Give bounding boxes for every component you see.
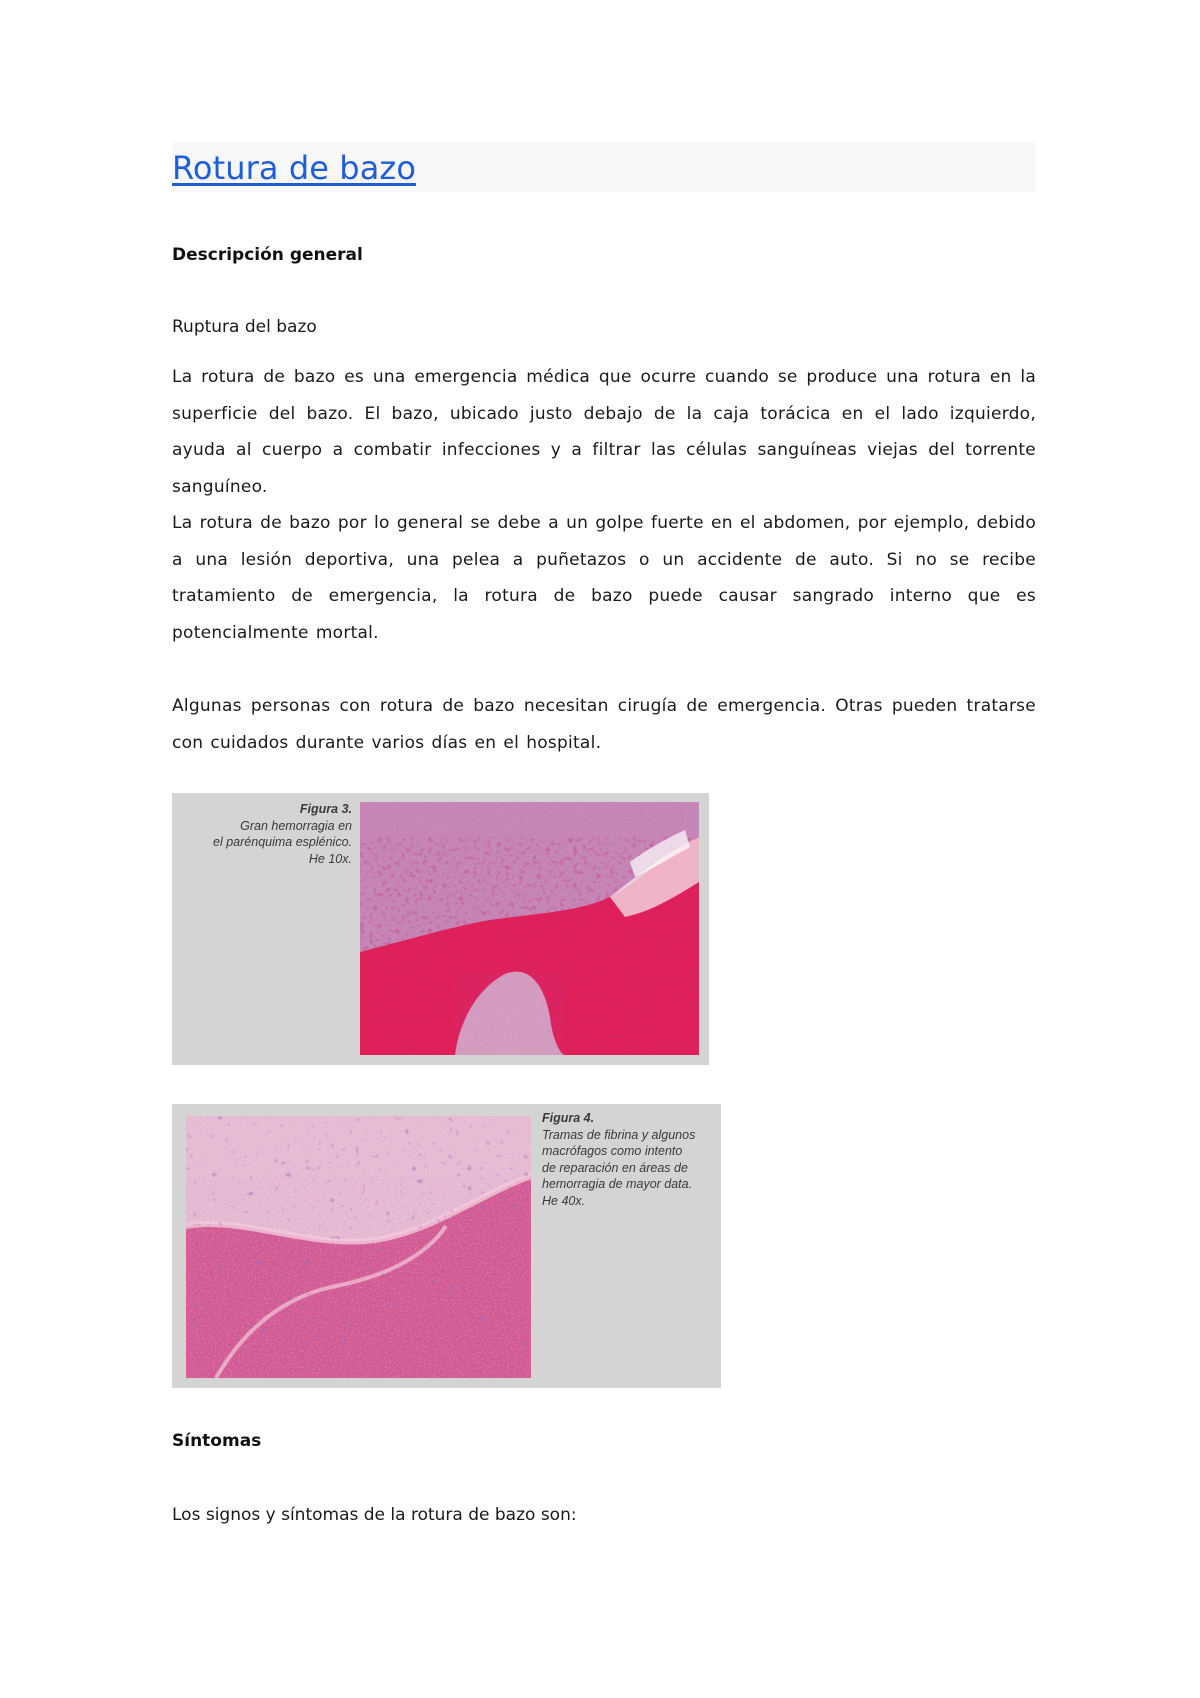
figure-3-caption [190,801,352,867]
section-heading-symptoms: Síntomas [172,1431,262,1451]
page-title-link[interactable]: Rotura de bazo [172,149,417,187]
paragraph-1: La rotura de bazo es una emergencia médica que ocurre cuando se produce una rotura en la superficie del bazo. El bazo, ubicado justo debajo de la caja torácica en el lado izquierdo, ayuda al cuerpo a combatir infecciones y a filtrar las células sanguíneas viejas del torrente sanguíneo. [172,367,1036,497]
figure-3-caption-line: el parénquima esplénico. [213,835,352,849]
paragraph-3: Algunas personas con rotura de bazo necesitan cirugía de emergencia. Otras pueden tratarse con cuidados durante varios días en el hospital. [172,696,1036,753]
figure-4-caption-line: macrófagos como intento [542,1144,683,1158]
subtitle: Ruptura del bazo [172,317,317,337]
figure-4-micrograph [186,1116,531,1378]
paragraph-2: La rotura de bazo por lo general se debe a un golpe fuerte en el abdomen, por ejemplo, debido a una lesión deportiva, una pelea a puñetazos o un accidente de auto. Si no se recibe tratamiento de emergencia, la rotura de bazo puede causar sangrado interno que es potencialmente mortal. [172,513,1036,643]
figure-4-caption-line: Tramas de fibrina y algunos [542,1127,696,1142]
figure-4-caption-line: He 40x. [542,1193,586,1208]
figure-3-caption-line: He 10x. [308,851,352,866]
figure-4-caption [542,1110,717,1209]
figure-4 [172,1104,721,1388]
figure-3-micrograph [360,802,699,1055]
figure-4-label: Figura 4. [542,1111,595,1125]
figure-4-caption-line: de reparación en áreas de [542,1160,688,1175]
figure-3-label: Figura 3. [299,802,352,816]
figure-3 [172,793,709,1065]
figure-4-caption-line: hemorragia de mayor data. [542,1177,693,1191]
symptoms-intro: Los signos y síntomas de la rotura de bazo son: [172,1505,577,1525]
section-heading-overview: Descripción general [172,245,363,265]
figure-3-caption-line: Gran hemorragia en [240,818,352,833]
